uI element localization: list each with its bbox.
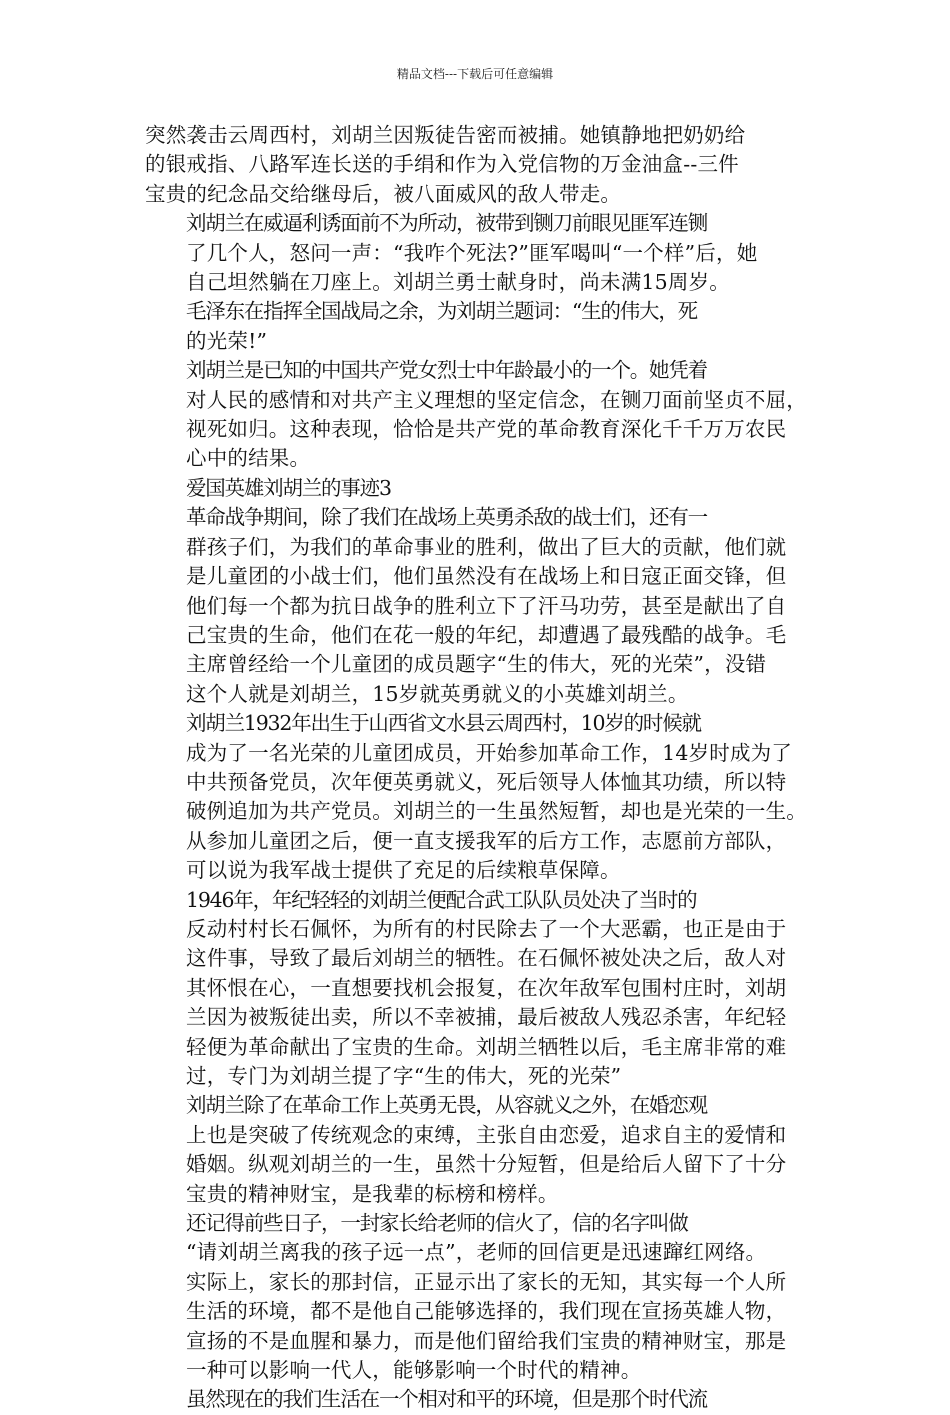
text-line: 宣扬的不是血腥和暴力，而是他们留给我们宝贵的精神财宝，那是 xyxy=(186,1328,787,1353)
text-line: 了几个人，怒问一声：“我咋个死法?”匪军喝叫“一个样”后，她 xyxy=(186,240,758,265)
text-line: 自己坦然躺在刀座上。刘胡兰勇士献身时，尚未满15周岁。 xyxy=(186,270,730,295)
document-body xyxy=(145,121,825,1415)
text-line: 宝贵的纪念品交给继母后，被八面威风的敌人带走。 xyxy=(145,181,622,206)
text-line: 刘胡兰1932年出生于山西省文水县云周西村，10岁的时候就 xyxy=(186,711,701,736)
text-line: 还记得前些日子，一封家长给老师的信火了，信的名字叫做 xyxy=(186,1211,688,1236)
text-line: 群孩子们，为我们的革命事业的胜利，做出了巨大的贡献，他们就 xyxy=(186,534,787,559)
text-line: 革命战争期间，除了我们在战场上英勇杀敌的战士们，还有一 xyxy=(186,505,707,530)
paragraph xyxy=(145,474,825,503)
text-line: 毛泽东在指挥全国战局之余，为刘胡兰题词：“生的伟大，死 xyxy=(186,299,697,324)
text-line: 刘胡兰在威逼利诱面前不为所动，被带到铡刀前眼见匪军连铡 xyxy=(186,211,707,236)
paragraph xyxy=(145,121,825,209)
text-line: 一种可以影响一代人，能够影响一个时代的精神。 xyxy=(186,1358,642,1383)
paragraph xyxy=(145,886,825,1092)
text-line: 爱国英雄刘胡兰的事迹3 xyxy=(186,475,391,500)
text-line: 主席曾经给一个儿童团的成员题字“生的伟大，死的光荣”，没错 xyxy=(186,652,767,677)
text-line: 心中的结果。 xyxy=(186,446,311,471)
text-line: 是儿童团的小战士们，他们虽然没有在战场上和日寇正面交锋，但 xyxy=(186,564,787,589)
text-line: 宝贵的精神财宝，是我辈的标榜和榜样。 xyxy=(186,1181,559,1206)
text-line: 他们每一个都为抗日战争的胜利立下了汗马功劳，甚至是献出了自 xyxy=(186,593,787,618)
text-line: 过，专门为刘胡兰提了字“生的伟大，死的光荣” xyxy=(186,1064,622,1088)
paragraph xyxy=(145,209,825,297)
text-line: 其怀恨在心，一直想要找机会报复，在次年敌军包围村庄时，刘胡 xyxy=(186,975,787,1000)
paragraph xyxy=(145,1091,825,1209)
text-line: 虽然现在的我们生活在一个相对和平的环境，但是那个时代流 xyxy=(186,1387,707,1412)
text-line: 兰因为被叛徒出卖，所以不幸被捕，最后被敌人残忍杀害，年纪轻 xyxy=(186,1005,787,1030)
paragraph xyxy=(145,297,825,356)
text-line: 破例追加为共产党员。刘胡兰的一生虽然短暂，却也是光荣的一生。 xyxy=(186,799,807,824)
text-line: 1946年，年纪轻轻的刘胡兰便配合武工队队员处决了当时的 xyxy=(186,887,697,912)
text-line: 婚姻。纵观刘胡兰的一生，虽然十分短暂，但是给后人留下了十分 xyxy=(186,1152,787,1177)
text-line: 从参加儿童团之后，便一直支援我军的后方工作，志愿前方部队， xyxy=(186,828,787,853)
paragraph xyxy=(145,1209,825,1385)
text-line: 这件事，导致了最后刘胡兰的牺牲。在石佩怀被处决之后，敌人对 xyxy=(186,946,787,971)
text-line: 成为了一名光荣的儿童团成员，开始参加革命工作，14岁时成为了 xyxy=(186,740,793,765)
text-line: “请刘胡兰离我的孩子远一点”，老师的回信更是迅速蹿红网络。 xyxy=(186,1240,767,1265)
text-line: 实际上，家长的那封信，正显示出了家长的无知，其实每一个人所 xyxy=(186,1269,787,1294)
text-line: 中共预备党员，次年便英勇就义，死后领导人体恤其功绩，所以特 xyxy=(186,769,787,794)
text-line: 己宝贵的生命，他们在花一般的年纪，却遭遇了最残酷的战争。毛 xyxy=(186,622,787,647)
text-line: 刘胡兰除了在革命工作上英勇无畏，从容就义之外，在婚恋观 xyxy=(186,1093,707,1118)
text-line: 对人民的感情和对共产主义理想的坚定信念，在铡刀面前坚贞不屈， xyxy=(186,387,807,412)
text-line: 视死如归。这种表现，恰恰是共产党的革命教育深化千千万万农民 xyxy=(186,417,787,442)
text-line: 生活的环境，都不是他自己能够选择的，我们现在宣扬英雄人物， xyxy=(186,1299,787,1324)
paragraph xyxy=(145,709,825,885)
paragraph xyxy=(145,503,825,709)
text-line: 这个人就是刘胡兰，15岁就英勇就义的小英雄刘胡兰。 xyxy=(186,681,689,706)
page-header: 精品文档---下载后可任意编辑 xyxy=(396,67,554,81)
paragraph xyxy=(145,1385,825,1414)
text-line: 反动村村长石佩怀，为所有的村民除去了一个大恶霸，也正是由于 xyxy=(186,916,787,941)
text-line: 轻便为革命献出了宝贵的生命。刘胡兰牺牲以后，毛主席非常的难 xyxy=(186,1034,787,1059)
text-line: 突然袭击云周西村，刘胡兰因叛徒告密而被捕。她镇静地把奶奶给 xyxy=(145,123,746,147)
text-line: 上也是突破了传统观念的束缚，主张自由恋爱，追求自主的爱情和 xyxy=(186,1122,787,1147)
text-line: 的银戒指、八路军连长送的手绢和作为入党信物的万金油盒--三件 xyxy=(145,152,739,177)
text-line: 刘胡兰是已知的中国共产党女烈士中年龄最小的一个。她凭着 xyxy=(186,358,707,383)
text-line: 的光荣!” xyxy=(186,328,268,353)
text-line: 可以说为我军战士提供了充足的后续粮草保障。 xyxy=(186,858,621,883)
paragraph xyxy=(145,356,825,474)
